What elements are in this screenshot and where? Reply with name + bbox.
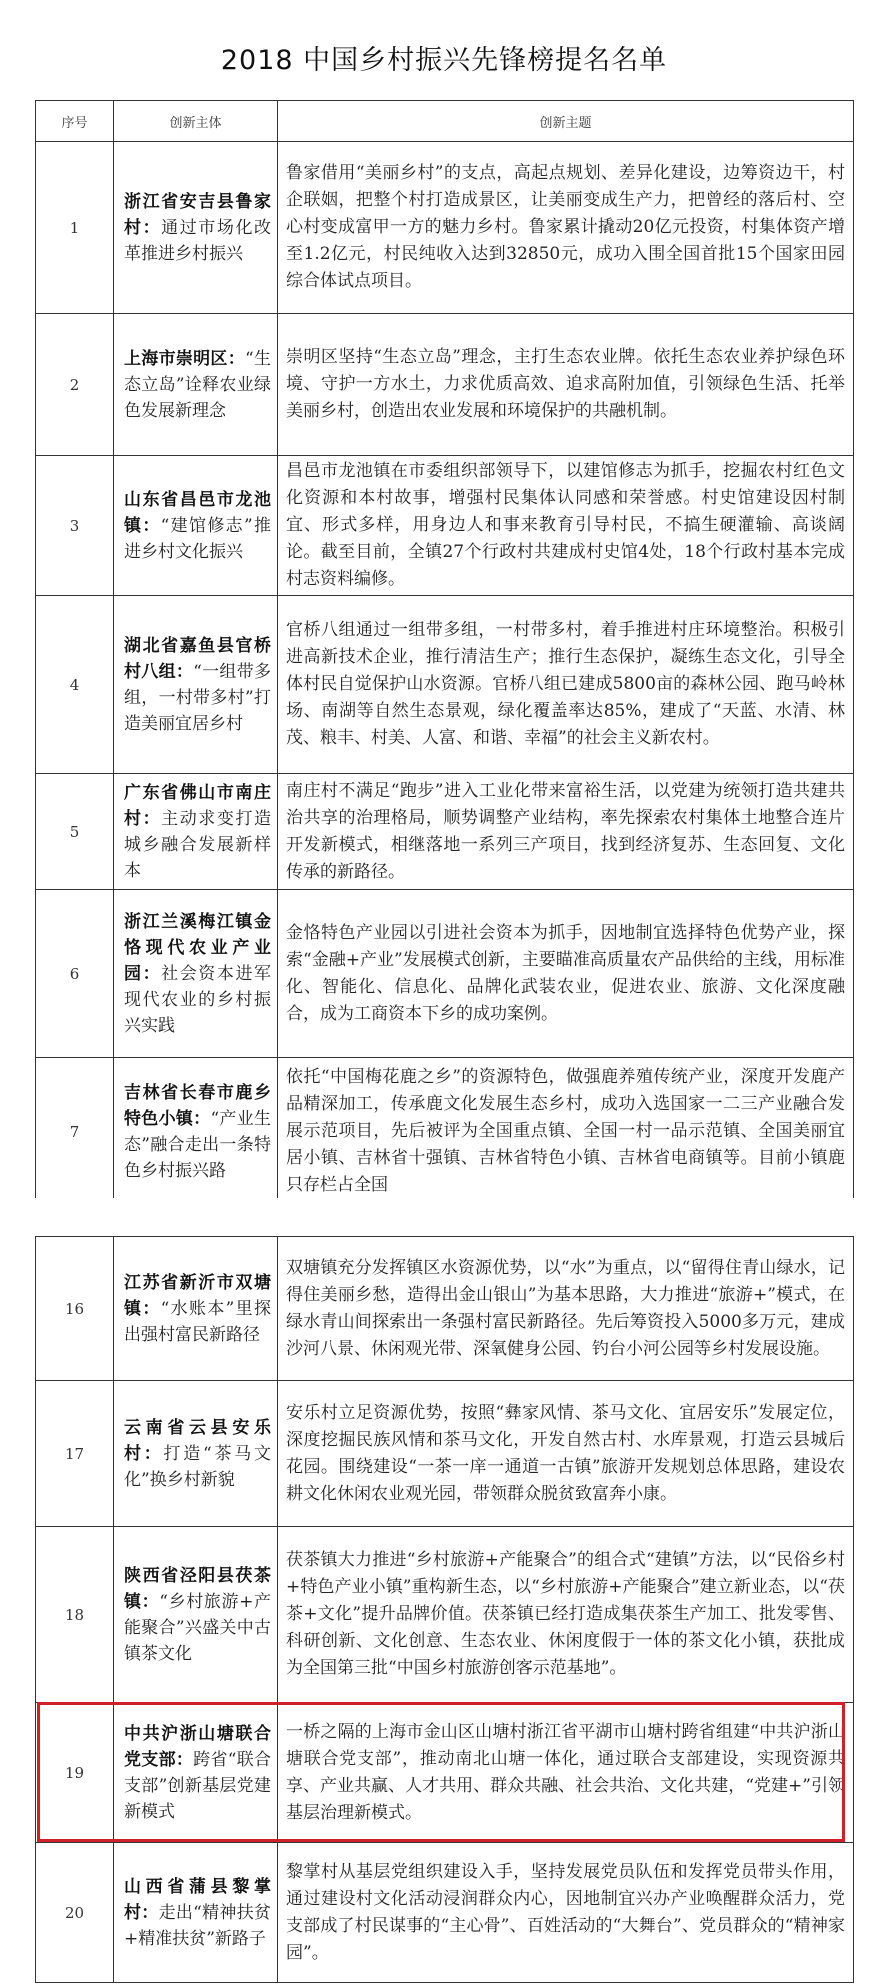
row-desc: 南庄村不满足“跑步”进入工业化带来富裕生活，以党建为统领打造共建共治共享的治理格局，顺势调整产业结构，率先探索农村集体土地整合连片开发新模式，相继落地一系列三产项目，找到经济复苏、生态回复、文化传承的新路径。: [278, 774, 854, 890]
row-desc: 官桥八组通过一组带多组，一村带多村，着手推进村庄环境整治。积极引进高新技术企业，推行清洁生产；推行生态保护，凝练生态文化，引导全体村民自觉保护山水资源。官桥八组已建成5800亩的森林公园、跑马岭林场、南湖等自然生态景观，绿化覆盖率达85%，建成了“天蓝、水清、林茂、粮丰、村美、人富、和谐、幸福”的社会主义新农村。: [278, 596, 854, 774]
subject-rest: “一组带多组，一村带多村”打造美丽宜居乡村: [124, 661, 271, 734]
subject-head: 吉林省长春市鹿乡特色小镇：: [124, 1082, 271, 1129]
page-gap: [0, 1198, 888, 1236]
table-row: [36, 1381, 854, 1527]
row-subject: [114, 1237, 278, 1381]
table-bottom: [35, 1236, 854, 1983]
row-num: 1: [36, 142, 114, 314]
subject-head: 云南省云县安乐村：: [124, 1417, 271, 1464]
row-desc: 金恪特色产业园以引进社会资本为抓手，因地制宜选择特色优势产业，探索“金融+产业”发展模式创新，主要瞄准高质量农产品供给的主线，用标准化、智能化、信息化、品牌化武装农业，促进农业、旅游、文化深度融合，成为工商资本下乡的成功案例。: [278, 890, 854, 1058]
table-row: [36, 890, 854, 1058]
row-num: 17: [36, 1381, 114, 1527]
row-subject: [114, 774, 278, 890]
table-header-row: [36, 101, 854, 142]
row-desc: 鲁家借用“美丽乡村”的支点，高起点规划、差异化建设，边筹资边干，村企联姻，把整个村打造成景区，让美丽变成生产力，把曾经的落后村、空心村变成富甲一方的魅力乡村。鲁家累计撬动20亿元投资，村集体资产增至1.2亿元，村民纯收入达到32850元，成功入围全国首批15个国家田园综合体试点项目。: [278, 142, 854, 314]
row-num: 16: [36, 1237, 114, 1381]
table-row: [36, 596, 854, 774]
row-num: 19: [36, 1703, 114, 1843]
table-row: [36, 456, 854, 596]
subject-rest: “水账本”里探出强村富民新路径: [124, 1298, 271, 1345]
subject-rest: 跨省“联合支部”创新基层党建新模式: [124, 1749, 271, 1822]
subject-head: 浙江省安吉县鲁家村：: [124, 191, 271, 238]
subject-head: 陕西省泾阳县茯茶镇：: [124, 1565, 271, 1612]
subject-head: 浙江兰溪梅江镇金恪现代农业产业园：: [124, 911, 271, 984]
row-num: 4: [36, 596, 114, 774]
row-subject: [114, 1703, 278, 1843]
row-subject: [114, 890, 278, 1058]
row-subject: [114, 1843, 278, 1983]
subject-rest: “生态立岛”诠释农业绿色发展新理念: [124, 348, 271, 421]
row-subject: [114, 1058, 278, 1206]
subject-rest: 社会资本进军现代农业的乡村振兴实践: [124, 963, 272, 1036]
subject-head: 山西省蒲县黎掌村：: [124, 1876, 271, 1923]
subject-head: 上海市崇明区：: [124, 348, 246, 369]
subject-rest: “产业生态”融合走出一条特色乡村振兴路: [124, 1108, 271, 1181]
row-subject: [114, 142, 278, 314]
table-row-highlighted: [36, 1703, 854, 1843]
row-desc: 安乐村立足资源优势，按照“彝家风情、茶马文化、宜居安乐”发展定位，深度挖掘民族风情和茶马文化，开发自然古村、水库景观，打造云县城后花园。围绕建设“一茶一庠一通道一古镇”旅游开发规划总体思路，建设农耕文化休闲农业观光园，带领群众脱贫致富奔小康。: [278, 1381, 854, 1527]
row-num: 18: [36, 1527, 114, 1703]
nomination-table-bottom: [35, 1236, 853, 1983]
header-subject: 创新主体: [114, 101, 278, 142]
row-desc: 一桥之隔的上海市金山区山塘村浙江省平湖市山塘村跨省组建“中共沪浙山塘联合党支部”，推动南北山塘一体化，通过联合支部建设，实现资源共享、产业共赢、人才共用、群众共融、社会共治、文化共建，“党建+”引领基层治理新模式。: [278, 1703, 854, 1843]
table-row: [36, 1058, 854, 1206]
table-row: [36, 774, 854, 890]
row-desc: 黎掌村从基层党组织建设入手，坚持发展党员队伍和发挥党员带头作用，通过建设村文化活动浸润群众内心，因地制宜兴办产业唤醒群众活力，党支部成了村民谋事的“主心骨”、百姓活动的“大舞台”、党员群众的“精神家园”。: [278, 1843, 854, 1983]
nomination-table-top: [35, 100, 853, 1206]
subject-head: 湖北省嘉鱼县官桥村八组：: [124, 635, 271, 682]
subject-rest: 通过市场化改革推进乡村振兴: [124, 217, 272, 264]
subject-rest: 主动求变打造城乡融合发展新样本: [124, 808, 272, 881]
row-num: 7: [36, 1058, 114, 1206]
row-subject: [114, 596, 278, 774]
table-row: [36, 1527, 854, 1703]
row-subject: [114, 314, 278, 456]
subject-head: 江苏省新沂市双塘镇：: [124, 1272, 271, 1319]
row-desc: 依托“中国梅花鹿之乡”的资源特色，做强鹿养殖传统产业，深度开发鹿产品精深加工，传承鹿文化发展生态乡村，成功入选国家一二三产业融合发展示范项目，先后被评为全国重点镇、全国一村一品示范镇、全国美丽宜居小镇、吉林省十强镇、吉林省特色小镇、吉林省电商镇等。目前小镇鹿只存栏占全国: [278, 1058, 854, 1206]
row-subject: [114, 456, 278, 596]
row-desc: 崇明区坚持“生态立岛”理念，主打生态农业牌。依托生态农业养护绿色环境、守护一方水土，力求优质高效、追求高附加值，引领绿色生活、托举美丽乡村，创造出农业发展和环境保护的共融机制。: [278, 314, 854, 456]
subject-head: 中共沪浙山塘联合党支部：: [124, 1723, 271, 1770]
row-num: 6: [36, 890, 114, 1058]
row-num: 2: [36, 314, 114, 456]
row-num: 5: [36, 774, 114, 890]
row-desc: 昌邑市龙池镇在市委组织部领导下，以建馆修志为抓手，挖掘农村红色文化资源和本村故事，增强村民集体认同感和荣誉感。村史馆建设因村制宜、形式多样，用身边人和事来教育引导村民，不搞生硬灌输、高谈阔论。截至目前，全镇27个行政村共建成村史馆4处，18个行政村基本完成村志资料编修。: [278, 456, 854, 596]
subject-rest: “乡村旅游+产能聚合”兴盛关中古镇茶文化: [124, 1591, 271, 1664]
subject-head: 广东省佛山市南庄村：: [124, 782, 271, 829]
row-subject: [114, 1381, 278, 1527]
row-num: 3: [36, 456, 114, 596]
table-row: [36, 314, 854, 456]
table-row: [36, 1237, 854, 1381]
row-desc: 茯茶镇大力推进“乡村旅游+产能聚合”的组合式“建镇”方法，以“民俗乡村+特色产业小镇”重构新生态，以“乡村旅游+产能聚合”建立新业态，以“茯茶+文化”提升品牌价值。茯茶镇已经打造成集茯茶生产加工、批发零售、科研创新、文化创意、生态农业、休闲度假于一体的茶文化小镇，获批成为全国第三批“中国乡村旅游创客示范基地”。: [278, 1527, 854, 1703]
subject-rest: 走出“精神扶贫+精准扶贫”新路子: [124, 1902, 271, 1949]
row-desc: 双塘镇充分发挥镇区水资源优势，以“水”为重点，以“留得住青山绿水，记得住美丽乡愁，造得出金山银山”为基本思路，大力推进“旅游+”模式，在绿水青山间探索出一条强村富民新路径。先后筹资投入5000多万元，建成沙河八景、休闲观光带、深氧健身公园、钓台小河公园等乡村发展设施。: [278, 1237, 854, 1381]
row-subject: [114, 1527, 278, 1703]
table-row: [36, 1843, 854, 1983]
page-title: 2018 中国乡村振兴先锋榜提名名单: [220, 45, 668, 76]
table-top: [35, 100, 854, 1206]
table-row: [36, 142, 854, 314]
subject-rest: “建馆修志”推进乡村文化振兴: [124, 515, 271, 562]
subject-head: 山东省昌邑市龙池镇：: [124, 489, 271, 536]
row-num: 20: [36, 1843, 114, 1983]
header-theme: 创新主题: [278, 101, 854, 142]
subject-rest: 打造“茶马文化”换乡村新貌: [124, 1443, 271, 1490]
header-num: 序号: [36, 101, 114, 142]
